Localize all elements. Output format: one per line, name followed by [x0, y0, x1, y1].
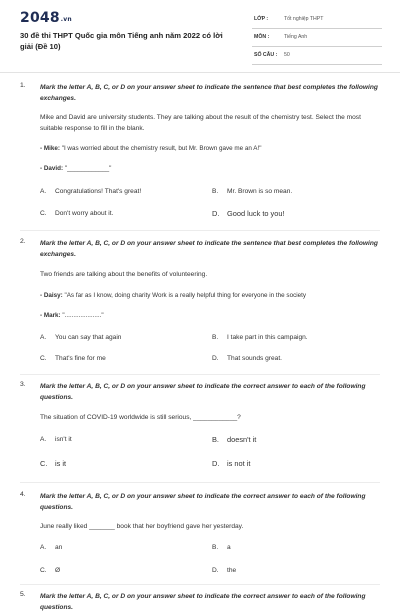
question-instruction: Mark the letter A, B, C, or D on your answer sheet to indicate the correct answer to each of the following questions. — [40, 593, 366, 611]
speaker-name: - David: — [40, 165, 64, 172]
question-context: The situation of COVID-19 worldwide is still serious, ____________? — [40, 414, 241, 421]
option-text: doesn't it — [227, 435, 257, 444]
question-divider — [20, 584, 380, 585]
option-text: Congratulations! That's great! — [55, 188, 142, 195]
dialogue-line-2 — [40, 312, 385, 319]
option-c[interactable] — [40, 355, 106, 362]
option-d[interactable] — [212, 459, 250, 468]
option-d[interactable] — [212, 355, 282, 362]
option-c[interactable] — [40, 567, 60, 574]
option-letter: A. — [40, 188, 47, 195]
speaker-name: - Mark: — [40, 312, 61, 319]
option-letter: C. — [40, 355, 47, 362]
option-b[interactable] — [212, 435, 256, 444]
option-letter: C. — [40, 567, 47, 574]
option-letter: B. — [212, 334, 219, 341]
meta-row-socau — [252, 50, 382, 65]
option-a[interactable] — [40, 334, 121, 341]
meta-lop-label: LỚP : — [254, 16, 269, 22]
site-logo[interactable] — [20, 10, 72, 26]
option-b[interactable] — [212, 544, 231, 551]
question-divider — [20, 374, 380, 375]
option-letter: D. — [212, 355, 219, 362]
speaker-text: "....................." — [60, 312, 104, 319]
option-text: That sounds great. — [227, 355, 282, 362]
option-text: Mr. Brown is so mean. — [227, 188, 293, 195]
option-text: Good luck to you! — [227, 209, 285, 218]
option-text: Ø — [55, 567, 61, 574]
option-letter: D. — [212, 567, 219, 574]
speaker-text: "I was worried about the chemistry result, but Mr. Brown gave me an A!" — [59, 145, 262, 152]
option-letter: D. — [212, 209, 220, 218]
question-number: 1. — [20, 82, 26, 89]
dialogue-line-2 — [40, 165, 385, 172]
question-number: 2. — [20, 238, 26, 245]
question-2 — [20, 238, 385, 368]
option-text: an — [55, 544, 63, 551]
meta-socau-label: SỐ CÂU : — [254, 52, 278, 58]
header-divider — [0, 72, 400, 73]
option-text: You can say that again — [55, 334, 122, 341]
question-number: 4. — [20, 491, 26, 498]
option-text: Don't worry about it. — [55, 210, 114, 217]
question-context: Two friends are talking about the benefits of volunteering. — [40, 271, 208, 278]
question-instruction: Mark the letter A, B, C, or D on your answer sheet to indicate the sentence that best completes the following exchanges. — [40, 84, 378, 102]
speaker-text: "As far as I know, doing charity Work is a really helpful thing for everyone in the society — [62, 292, 307, 299]
option-letter: C. — [40, 459, 48, 468]
option-letter: A. — [40, 334, 47, 341]
question-number: 5. — [20, 591, 26, 598]
option-text: is it — [55, 459, 67, 468]
question-divider — [20, 482, 380, 483]
question-context: Mike and David are university students. They are talking about the result of the chemistry test. Select the most suitable response to fill in the blank. — [40, 114, 361, 132]
question-4 — [20, 491, 385, 581]
document-title: 30 đề thi THPT Quốc gia môn Tiếng anh năm 2022 có lời giải (Đề 10) — [20, 31, 223, 51]
meta-socau-value: 50 — [284, 52, 290, 58]
question-number: 3. — [20, 381, 26, 388]
option-b[interactable] — [212, 188, 292, 195]
dialogue-line-1 — [40, 145, 385, 152]
option-a[interactable] — [40, 544, 62, 551]
question-instruction: Mark the letter A, B, C, or D on your answer sheet to indicate the correct answer to each of the following questions. — [40, 383, 366, 401]
meta-mon-label: MÔN : — [254, 34, 270, 40]
option-letter: A. — [40, 436, 47, 443]
option-c[interactable] — [40, 459, 66, 468]
question-1 — [20, 82, 385, 222]
speaker-name: - Daisy: — [40, 292, 63, 299]
document-header — [0, 0, 400, 68]
speaker-text: "____________" — [63, 165, 112, 172]
logo-main: 2048 — [20, 10, 60, 26]
meta-lop-value: Tốt nghiệp THPT — [284, 16, 324, 22]
option-a[interactable] — [40, 188, 141, 195]
option-letter: B. — [212, 544, 219, 551]
meta-mon-value: Tiếng Anh — [284, 34, 308, 40]
question-5 — [20, 591, 385, 611]
option-d[interactable] — [212, 209, 285, 218]
logo-sub: .vn — [60, 16, 72, 23]
option-c[interactable] — [40, 210, 113, 217]
option-text: is not it — [227, 459, 251, 468]
option-text: a — [227, 544, 231, 551]
option-text: the — [227, 567, 237, 574]
option-letter: B. — [212, 435, 219, 444]
dialogue-line-1 — [40, 292, 385, 299]
option-letter: B. — [212, 188, 219, 195]
question-instruction: Mark the letter A, B, C, or D on your answer sheet to indicate the correct answer to each of the following questions. — [40, 493, 366, 511]
option-b[interactable] — [212, 334, 308, 341]
meta-row-mon — [252, 32, 382, 47]
option-letter: C. — [40, 210, 47, 217]
option-text: isn't it — [55, 436, 72, 443]
option-a[interactable] — [40, 436, 72, 443]
meta-row-lop — [252, 14, 382, 29]
question-3 — [20, 381, 385, 476]
question-divider — [20, 230, 380, 231]
speaker-name: - Mike: — [40, 145, 60, 152]
question-context: June really liked _______ book that her boyfriend gave her yesterday. — [40, 523, 244, 530]
question-instruction: Mark the letter A, B, C, or D on your answer sheet to indicate the sentence that best completes the following exchanges. — [40, 240, 378, 258]
meta-panel — [252, 14, 382, 68]
option-letter: D. — [212, 459, 220, 468]
option-d[interactable] — [212, 567, 236, 574]
option-letter: A. — [40, 544, 47, 551]
option-text: I take part in this campaign. — [227, 334, 308, 341]
option-text: That's fine for me — [55, 355, 106, 362]
